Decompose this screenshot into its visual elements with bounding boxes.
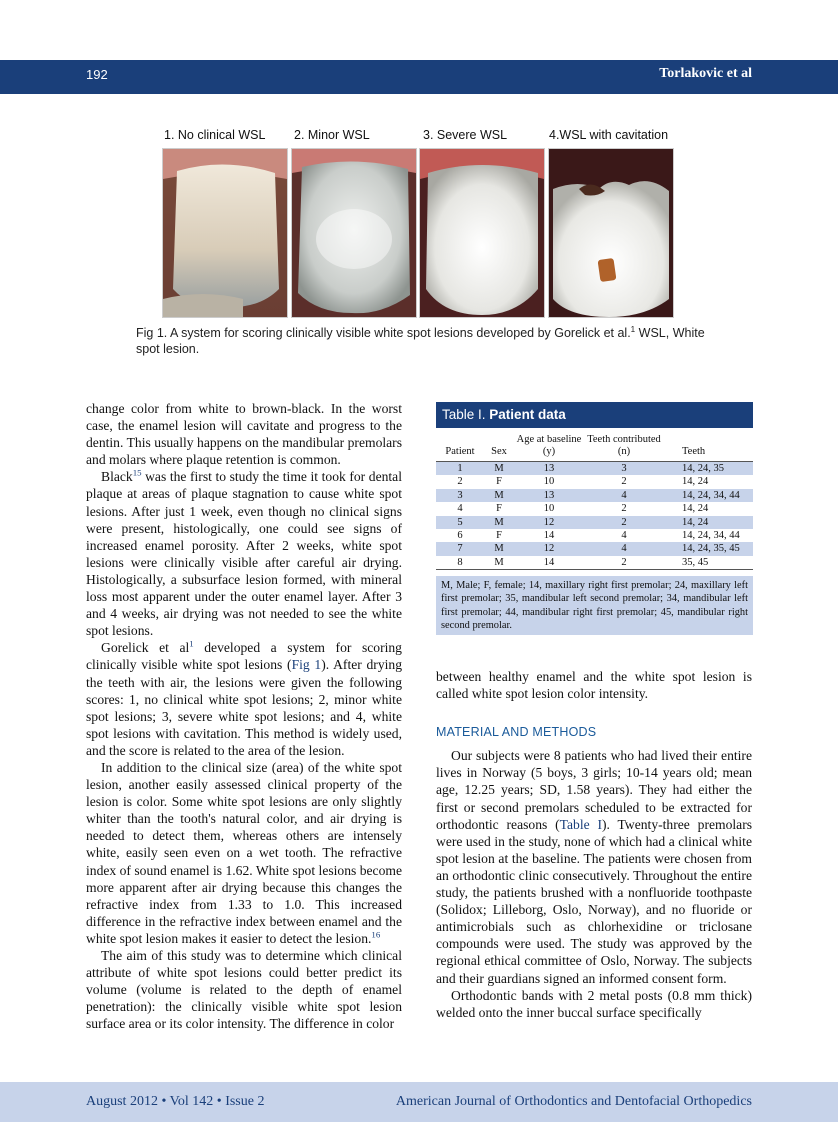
citation-ref[interactable]: 1 [189,638,194,649]
table-cell: 14, 24 [664,516,753,529]
table-row [436,462,753,476]
table-label: Table I. [442,407,486,422]
table-cell: 7 [436,542,484,555]
tooth-photo-minor-wsl [291,148,417,318]
paragraph [86,759,402,947]
paragraph [86,468,402,639]
table-cell: F [496,530,502,542]
table-cell: 2 [621,476,627,488]
table-cell: 14, 24, 35, 45 [664,542,753,555]
paragraph-text: ). After drying the teeth with air, the lesions were given the following scores: 1, no clinical white spot lesions; 2, minor white spot lesions; 3, severe white spot lesions; and 4, white spot lesions with cavitation. This method is widely used, and the score is related to the area of the lesion. [86,657,402,758]
table-cell: 3 [584,462,664,476]
caption-tail: WSL, White spot lesion. [136,326,705,356]
caption-ref[interactable]: 1 [630,324,636,334]
paragraph [86,639,402,759]
table-cell: 10 [543,476,555,488]
table-row [436,556,753,570]
table-cell: 2 [584,516,664,529]
journal-name: American Journal of Orthodontics and Dentofacial Orthopedics [395,1094,752,1109]
section-heading: MATERIAL AND METHODS [436,725,597,740]
table-cell: 10 [543,503,555,515]
figure-caption [136,325,706,357]
issue-info: August 2012 • Vol 142 • Issue 2 [86,1094,265,1109]
table-header-row [436,432,753,462]
table-cell: F [496,503,502,515]
table-row [436,529,753,542]
paragraph-text: was the first to study the time it took for dental plaque at areas of plaque stagnation to cause white spot lesions. After just 1 week, even though no clinical signs were present, histologically, one could see signs of increased enamel porosity. After 2 weeks, white spot lesions were clinically visible after careful air drying. Histologically, a subsurface lesion formed, with mineral loss most apparent under the outer enamel layer. After 3 and 4 weeks, air drying was not needed to see the white spot lesions. [86,469,402,639]
patient-data-table [436,402,753,635]
paragraph-text: In addition to the clinical size (area) of the white spot lesion, another easily assessed clinical property of the lesion is color. Some white spot lesions are only slightly whiter than the tooth's natural color, and air drying is needed to detect them, whereas others are intensely white, easily seen even on a wet tooth. The refractive index of sound enamel is 1.62. White spot lesions become more apparent after air drying because this changes the refractive index from 1.33 to 1.0. This increased difference in the refractive index between enamel and the white spot lesion makes it easier to detect the lesion. [86,759,402,946]
figure-label-2: 2. Minor WSL [294,128,370,142]
table-cell: 13 [514,462,584,476]
paragraph [436,747,752,986]
paragraph-text: developed a system for scoring clinically visible white spot lesions ( [86,640,402,673]
table-cell: 14, 24, 35 [664,462,753,476]
table-cell: 3 [436,489,484,502]
tooth-photo-wsl-cavitation [548,148,674,318]
paragraph: between healthy enamel and the white spot lesion is called white spot lesion color intensity. [436,669,752,702]
tooth-photo-severe-wsl [419,148,545,318]
data-table [436,432,753,570]
table-row [436,502,753,515]
table-cell: 4 [584,542,664,555]
table-cell: M [484,542,514,555]
column-header: Sex [484,432,514,462]
table-cell: M [484,462,514,476]
paragraph: The aim of this study was to determine which clinical attribute of white spot lesions could better predict its volume (volume is related to the depth of enamel penetration): the clinically visible white spot lesion surface area or its color intensity. The difference in color [86,948,402,1032]
table-row [436,475,753,488]
author-name: Black [101,469,133,485]
right-column [436,668,752,1021]
figure-1 [160,126,680,316]
table-cell: 14, 24, 34, 44 [682,530,740,542]
author-name: Gorelick et al [101,640,190,656]
table-cell: 13 [514,489,584,502]
table-cell: 6 [457,530,463,542]
table-footnote: M, Male; F, female; 14, maxillary right first premolar; 24, maxillary left first premolar; 35, mandibular left second premolar; 34, mandibular left first premolar; 44, mandibular right first premolar; 45, mandibular right second premolar. [436,576,753,635]
table-cell: M [484,516,514,529]
table-cell: 14 [543,530,555,542]
column-header: Age at baseline (y) [514,432,584,462]
table-row [436,542,753,555]
left-column [86,400,402,1032]
table-cell: 4 [457,503,463,515]
table-title-text: Patient data [489,407,566,422]
table-cell: 35, 45 [664,556,753,570]
table-cell: 5 [436,516,484,529]
table-cell: F [496,476,502,488]
table-cell: 12 [514,516,584,529]
page-number: 192 [86,67,108,82]
figure-labels [160,126,680,146]
table-link[interactable]: Table I [559,816,603,832]
column-header: Teeth contributed (n) [584,432,664,462]
table-cell: 4 [621,530,627,542]
figure-label-1: 1. No clinical WSL [164,128,266,142]
table-cell: 4 [584,489,664,502]
figure-link[interactable]: Fig 1 [291,657,322,673]
table-row [436,516,753,529]
paragraph: Orthodontic bands with 2 metal posts (0.8 mm thick) welded onto the inner buccal surface specifically [436,987,752,1020]
table-row [436,489,753,502]
table-cell: 14 [514,556,584,570]
table-cell: M [484,556,514,570]
citation-ref[interactable]: 16 [371,929,381,940]
paragraph-text: Our subjects were 8 patients who had lived their entire lives in Norway (5 boys, 3 girls; 10-14 years old; mean age, 12.25 years; SD, 1.58 years). They had either the first or second premolars scheduled to be extracted for orthodontic reasons ( [436,748,752,832]
table-cell: 2 [621,503,627,515]
table-cell: M [484,489,514,502]
table-cell: 2 [457,476,463,488]
figure-label-4: 4.WSL with cavitation [549,128,669,142]
table-cell: 14, 24, 34, 44 [664,489,753,502]
citation-ref[interactable]: 15 [132,467,142,478]
caption-text: Fig 1. A system for scoring clinically visible white spot lesions developed by Gorelick et al. [136,326,631,340]
running-author: Torlakovic et al [659,66,752,81]
column-header: Teeth [664,432,753,462]
tooth-photo-no-wsl [162,148,288,318]
table-cell: 2 [584,556,664,570]
table-cell: 8 [436,556,484,570]
running-header [0,60,838,94]
table-title [436,402,753,428]
figure-label-3: 3. Severe WSL [423,128,508,142]
table-cell: 14, 24 [682,503,709,515]
paragraph: change color from white to brown-black. In the worst case, the enamel lesion will cavitate and progress to the dentin. This usually happens on the mandibular premolars and molars where plaque retention is common. [86,401,402,468]
running-footer [0,1082,838,1122]
table-cell: 14, 24 [682,476,709,488]
paragraph-text: ). Twenty-three premolars were used in the study, none of which had a clinical white spot lesion at the baseline. The patients were chosen from an orthodontic clinic consecutively. Throughout the entire study, the patients brushed with a nonfluoride toothpaste (Solidox; Lilleborg, Oslo, Norway), and no fluoride or antimicrobials such as chlorhexidine or triclosane compounds were used. The study was approved by the regional ethical committee of Oslo, Norway. The subjects and their guardians signed an informed consent form. [436,816,753,986]
table-cell: 12 [514,542,584,555]
table-cell: 1 [436,462,484,476]
column-header: Patient [436,432,484,462]
